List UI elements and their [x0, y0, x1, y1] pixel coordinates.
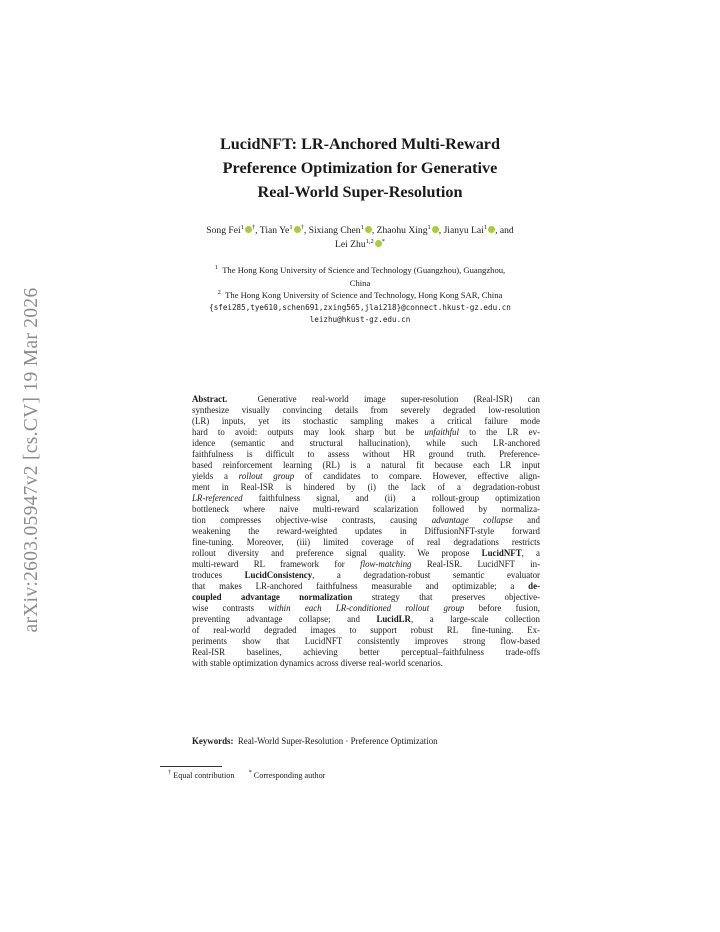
- author-name: Lei Zhu: [334, 239, 366, 250]
- keywords-text: Real-World Super-Resolution · Preference Optimization: [237, 736, 438, 746]
- footnote-equal-contribution: Equal contribution: [173, 771, 235, 780]
- footnote-corresponding-author: Corresponding author: [253, 771, 326, 780]
- affiliation-2: The Hong Kong University of Science and Technology, Hong Kong SAR, China: [225, 290, 503, 300]
- title-line: LucidNFT: LR-Anchored Multi-Reward: [220, 135, 500, 153]
- paper-title: [150, 132, 570, 204]
- abstract: Abstract. Generative real-world image super-resolution (Real-ISR) can synthesize visually convincing details from severely degraded low-resolution (LR) inputs, yet its stochastic sampling makes a critical failure mode hard to avoid: outputs may look sharp but be unfaithful to the LR ev- idence (semantic and structural hallucination), while such LR-anchored faithfulness is difficult to assess without HR ground truth. Preference- based reinforcement learning (RL) is a natural fit because each LR input yields a rollout group of candidates to compare. However, effective align- ment in Real-ISR is hindered by (i) the lack of a degradation-robust LR-referenced faithfulness signal, and (ii) a rollout-group optimization bottleneck where naive multi-reward scalarization followed by normaliza- tion compresses objective-wise contrasts, causing advantage collapse and weakening the reward-weighted updates in DiffusionNFT-style forward fine-tuning. Moreover, (iii) limited coverage of real degradations restricts rollout diversity and preference signal quality. We propose LucidNFT, a multi-reward RL framework for flow-matching Real-ISR. LucidNFT in- troduces LucidConsistency, a degradation-robust semantic evaluator that makes LR-anchored faithfulness measurable and optimizable; a de- coupled advantage normalization strategy that preserves objective- wise contrasts within each LR-conditioned rollout group before fusion, preventing advantage collapse; and LucidLR, a large-scale collection of real-world degraded images to support robust RL fine-tuning. Ex- periments show that LucidNFT consistently improves strong flow-based Real-ISR baselines, achieving better perceptual–faithfulness trade-offs with stable optimization dynamics across diverse real-world scenarios.: [192, 394, 540, 668]
- author-name: Sixiang Chen: [308, 225, 361, 236]
- email-line[interactable]: {sfei285,tye610,schen691,zxing565,jlai218}@connect.hkust-gz.edu.cn: [209, 302, 511, 312]
- arxiv-identifier: arXiv:2603.05947v2 [cs.CV] 19 Mar 2026: [21, 287, 42, 633]
- affiliations: $^1$ The Hong Kong University of Science and Technology (Guangzhou), Guangzhou, China $^2$ The Hong Kong University of Science and Technology, Hong Kong SAR, China {sfei285,tye610,schen691,zxing565,jlai218}@connect.hkust-gz.edu.cn leizhu@hkust-gz.edu.cn: [150, 264, 570, 327]
- orcid-icon[interactable]: [294, 226, 301, 233]
- orcid-icon[interactable]: [432, 226, 439, 233]
- author-name: Zhaohu Xing: [376, 225, 428, 236]
- orcid-icon[interactable]: [245, 226, 252, 233]
- affiliation-1: The Hong Kong University of Science and Technology (Guangzhou), Guangzhou,: [222, 265, 506, 275]
- title-line: Preference Optimization for Generative: [222, 159, 498, 177]
- abstract-heading: Abstract.: [192, 394, 228, 404]
- affiliation-1-cont: China: [349, 277, 371, 288]
- orcid-icon[interactable]: [375, 240, 382, 247]
- orcid-icon[interactable]: [365, 226, 372, 233]
- author-name: Song Fei: [206, 225, 241, 236]
- author-list: Song Fei$^1$ †, Tian Ye$^1$ †, Sixiang Chen$^1$ , Zhaohu Xing$^1$ , Jianyu Lai$^1$ , and Lei Zhu$^{1,2}$ *: [206, 224, 514, 250]
- keywords: [192, 736, 438, 746]
- author-name: Jianyu Lai: [443, 225, 484, 236]
- title-line: Real-World Super-Resolution: [257, 183, 463, 201]
- orcid-icon[interactable]: [488, 226, 495, 233]
- footnote-rule: [160, 766, 222, 767]
- keywords-heading: Keywords:: [192, 736, 234, 746]
- email-line[interactable]: leizhu@hkust-gz.edu.cn: [309, 315, 411, 324]
- footnotes: † Equal contribution * Corresponding author: [168, 769, 326, 780]
- author-conjunction: and: [499, 225, 514, 236]
- author-name: Tian Ye: [259, 225, 290, 236]
